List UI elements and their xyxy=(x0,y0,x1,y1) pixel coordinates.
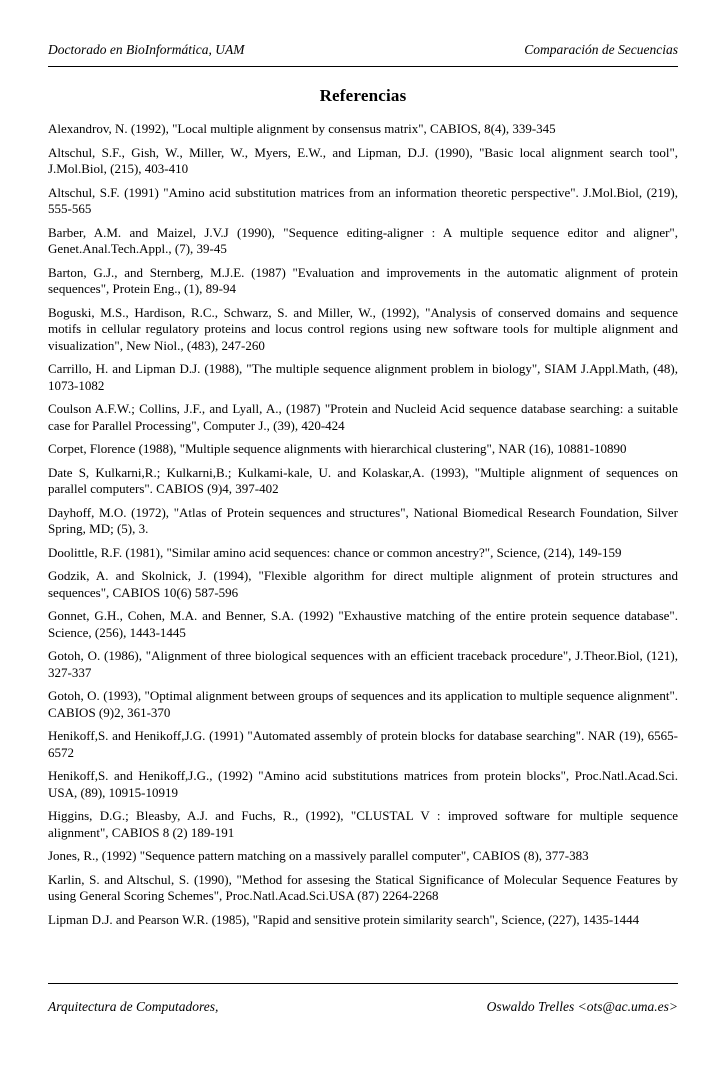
references-list xyxy=(48,121,678,928)
page-title: Referencias xyxy=(319,86,407,105)
reference-item: Dayhoff, M.O. (1972), "Atlas of Protein sequences and structures", National Biomedical Research Foundation, Silver Spring, MD; (5), 3. xyxy=(48,504,678,536)
page-footer xyxy=(48,983,678,1015)
footer-author-email: Oswaldo Trelles <ots@ac.uma.es> xyxy=(486,999,678,1014)
reference-item: Gonnet, G.H., Cohen, M.A. and Benner, S.A. (1992) "Exhaustive matching of the entire protein sequence database". Science, (256), 1443-1445 xyxy=(48,608,678,640)
reference-item: Boguski, M.S., Hardison, R.C., Schwarz, S. and Miller, W., (1992), "Analysis of conserved domains and sequence motifs in cellular regulatory proteins and locus control regions using new software tools for multiple alignment and visualization", New Niol., (483), 247-260 xyxy=(48,304,678,353)
footer-department: Arquitectura de Computadores, xyxy=(48,999,219,1014)
reference-item: Alexandrov, N. (1992), "Local multiple alignment by consensus matrix", CABIOS, 8(4), 339-345 xyxy=(48,121,556,136)
reference-item: Barton, G.J., and Sternberg, M.J.E. (1987) "Evaluation and improvements in the automatic alignment of protein sequences", Protein Eng., (1), 89-94 xyxy=(48,264,678,296)
header-course-title: Doctorado en BioInformática, UAM xyxy=(48,42,245,57)
reference-item: Altschul, S.F. (1991) "Amino acid substitution matrices from an information theoretic perspective". J.Mol.Biol, (219), 555-565 xyxy=(48,184,678,216)
reference-item: Corpet, Florence (1988), "Multiple sequence alignments with hierarchical clustering", NAR (16), 10881-10890 xyxy=(48,441,627,456)
reference-item: Altschul, S.F., Gish, W., Miller, W., Myers, E.W., and Lipman, D.J. (1990), "Basic local alignment search tool", J.Mol.Biol, (215), 403-410 xyxy=(48,144,678,176)
reference-item: Godzik, A. and Skolnick, J. (1994), "Flexible algorithm for direct multiple alignment of protein structures and sequences", CABIOS 10(6) 587-596 xyxy=(48,568,678,600)
page-header xyxy=(48,42,678,67)
reference-item: Date S, Kulkarni,R.; Kulkarni,B.; Kulkami-kale, U. and Kolaskar,A. (1993), "Multiple alignment of sequences on parallel computers". CABIOS (9)4, 397-402 xyxy=(48,464,678,496)
reference-item: Doolittle, R.F. (1981), "Similar amino acid sequences: chance or common ancestry?", Science, (214), 149-159 xyxy=(48,544,622,560)
reference-item: Carrillo, H. and Lipman D.J. (1988), "The multiple sequence alignment problem in biology", SIAM J.Appl.Math, (48), 1073-1082 xyxy=(48,361,678,393)
reference-item: Henikoff,S. and Henikoff,J.G., (1992) "Amino acid substitutions matrices from protein blocks", Proc.Natl.Acad.Sci. USA, (89), 10915-10919 xyxy=(48,768,678,800)
reference-item: Higgins, D.G.; Bleasby, A.J. and Fuchs, R., (1992), "CLUSTAL V : improved software for multiple sequence alignment", CABIOS 8 (2) 189-191 xyxy=(48,808,678,840)
reference-item: Coulson A.F.W.; Collins, J.F., and Lyall, A., (1987) "Protein and Nucleid Acid sequence database searching: a suitable case for Parallel Processing", Computer J., (39), 420-424 xyxy=(48,401,678,433)
reference-item: Jones, R., (1992) "Sequence pattern matching on a massively parallel computer", CABIOS (8), 377-383 xyxy=(48,848,589,863)
reference-item: Henikoff,S. and Henikoff,J.G. (1991) "Automated assembly of protein blocks for database searching". NAR (19), 6565-6572 xyxy=(48,728,678,760)
reference-item: Gotoh, O. (1993), "Optimal alignment between groups of sequences and its application to multiple sequence alignment". CABIOS (9)2, 361-370 xyxy=(48,688,678,720)
reference-item: Lipman D.J. and Pearson W.R. (1985), "Rapid and sensitive protein similarity search", Science, (227), 1435-1444 xyxy=(48,911,640,927)
reference-item: Karlin, S. and Altschul, S. (1990), "Method for assesing the Statical Significance of Molecular Sequence Features by using General Scoring Schemes", Proc.Natl.Acad.Sci.USA (87) 2264-2268 xyxy=(48,871,678,903)
reference-item: Barber, A.M. and Maizel, J.V.J (1990), "Sequence editing-aligner : A multiple sequence editor and aligner", Genet.Anal.Tech.Appl., (7), 39-45 xyxy=(48,224,678,256)
header-topic-title: Comparación de Secuencias xyxy=(524,42,678,57)
reference-item: Gotoh, O. (1986), "Alignment of three biological sequences with an efficient traceback procedure", J.Theor.Biol, (121), 327-337 xyxy=(48,648,678,680)
